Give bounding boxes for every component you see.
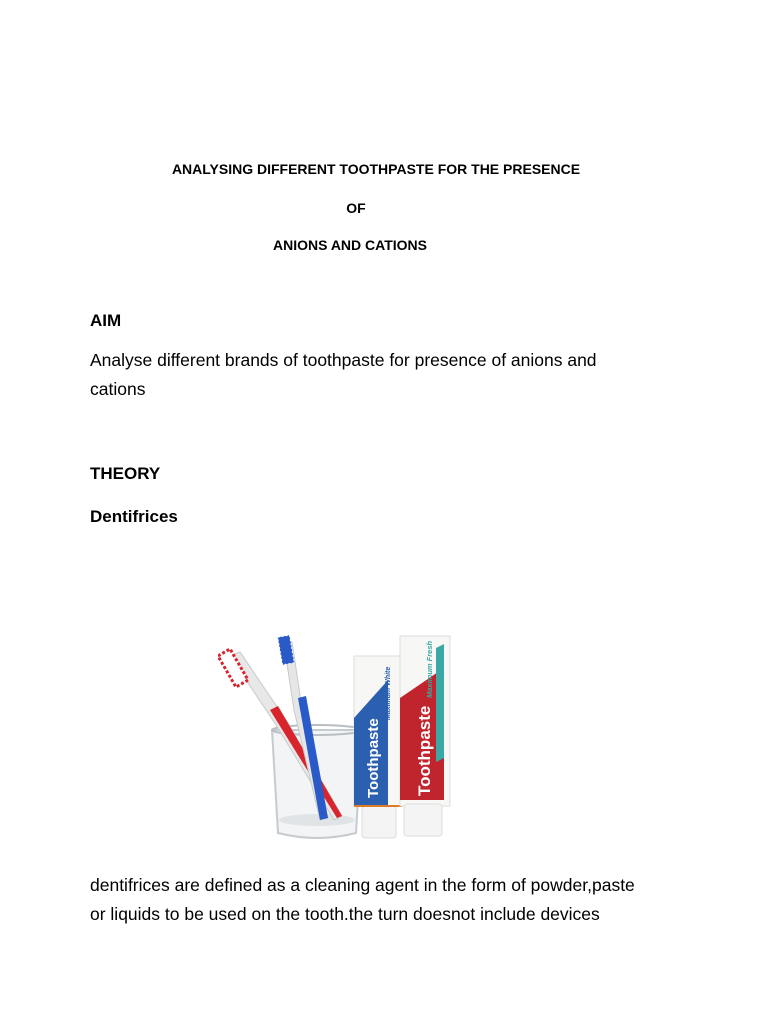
tube-2-brand: Toothpaste [415,705,434,796]
document-title-line-2: OF [346,200,366,216]
paragraph-line-1: dentifrices are defined as a cleaning agent in the form of powder,paste [90,875,635,895]
document-title-line-3: ANIONS AND CATIONS [273,237,427,253]
toothbrush-toothpaste-image [218,628,454,848]
toothpaste-tube-maximum-fresh [400,636,450,836]
paragraph-line-2: or liquids to be used on the tooth.the turn doesnot include devices [90,904,600,924]
toothpaste-tube-maximum-white [354,656,402,838]
tube-1-label: Maximum White [385,666,392,720]
document-title-line-1: ANALYSING DIFFERENT TOOTHPASTE FOR THE PRESENCE [171,161,581,177]
aim-text-line-2: cations [90,379,146,399]
dentifrices-subheading: Dentifrices [90,507,178,526]
tube-1-brand: Toothpaste [365,718,382,798]
aim-text-line-1: Analyse different brands of toothpaste for presence of anions and [90,350,597,370]
aim-heading: AIM [90,311,122,330]
theory-heading: THEORY [90,464,161,483]
tube-2-label: Maximum Fresh [425,640,434,698]
